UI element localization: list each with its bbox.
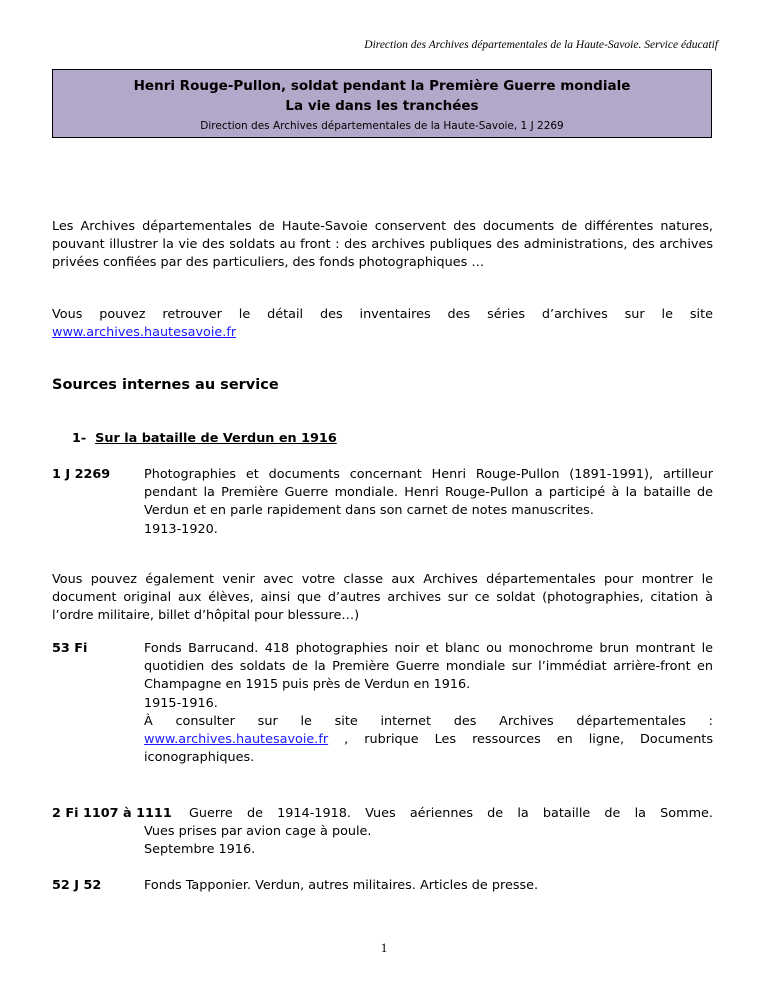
archive-description: Guerre de 1914-1918. Vues aériennes de la bataille de la Somme. [189, 806, 713, 821]
running-header: Direction des Archives départementales de la Haute-Savoie. Service éducatif [364, 39, 718, 51]
archive-entry-2 [52, 640, 713, 767]
archive-dates: Septembre 1916. [144, 842, 256, 858]
archive-description: Photographies et documents concernant Henri Rouge-Pullon (1891-1991), artilleur pendant la Première Guerre mondiale. Henri Rouge-Pullon a participé à la bataille de Verdun et en parle rapidement dans son carnet de notes manuscrites. [144, 467, 713, 519]
archive-dates: 1915-1916. [144, 695, 218, 711]
archive-entry-1 [52, 466, 713, 539]
archive-code: 2 Fi 1107 à 1111 [52, 806, 172, 821]
archive-code: 1 J 2269 [52, 467, 111, 482]
intro-paragraph-2-text: Vous pouvez retrouver le détail des inventaires des séries d’archives sur le site [52, 307, 713, 322]
archive-consult-link-line [144, 731, 713, 767]
subsection-label: Sur la bataille de Verdun en 1916 [95, 431, 337, 446]
archive-entry-3 [52, 805, 713, 860]
subsection-heading [72, 431, 337, 446]
archives-website-link[interactable]: www.archives.hautesavoie.fr [52, 325, 237, 341]
between-paragraph: Vous pouvez également venir avec votre classe aux Archives départementales pour montrer le document original aux élèves, ainsi que d’autres archives sur ce soldat (photographies, citation à l’ordre militaire, billet d’hôpital pour blessure…) [52, 572, 713, 624]
archive-code: 53 Fi [52, 641, 88, 656]
document-reference: Direction des Archives départementales de la Haute-Savoie, 1 J 2269 [200, 120, 564, 132]
intro-paragraph-1: Les Archives départementales de Haute-Savoie conservent des documents de différentes natures, pouvant illustrer la vie des soldats au front : des archives publiques des administrations, des archives privées confiées par des particuliers, des fonds photographiques … [52, 219, 713, 271]
archive-code: 52 J 52 [52, 878, 102, 893]
archive-description: Fonds Tapponier. Verdun, autres militaires. Articles de presse. [144, 878, 539, 893]
archives-website-link-2[interactable]: www.archives.hautesavoie.fr [144, 732, 329, 748]
archive-description-line-2: Vues prises par avion cage à poule. [144, 824, 372, 840]
archive-dates: 1913-1920. [144, 521, 218, 537]
document-subtitle: La vie dans les tranchées [285, 98, 479, 114]
archive-entry-4 [52, 877, 713, 895]
intro-paragraph-2 [52, 306, 713, 342]
document-title: Henri Rouge-Pullon, soldat pendant la Première Guerre mondiale [133, 78, 631, 94]
subsection-number: 1- [72, 431, 87, 446]
archive-description: Fonds Barrucand. 418 photographies noir et blanc ou monochrome brun montrant le quotidien des soldats de la Première Guerre mondiale sur l’immédiat arrière-front en Champagne en 1915 puis près de Verdun en 1916. [144, 641, 713, 693]
title-box [52, 69, 712, 138]
section-heading: Sources internes au service [52, 377, 279, 393]
page-number: 1 [380, 940, 388, 955]
consult-suffix: , rubrique Les ressources en ligne, Documents iconographiques. [144, 732, 713, 766]
archive-consult-note: À consulter sur le site internet des Archives départementales : [144, 713, 713, 729]
